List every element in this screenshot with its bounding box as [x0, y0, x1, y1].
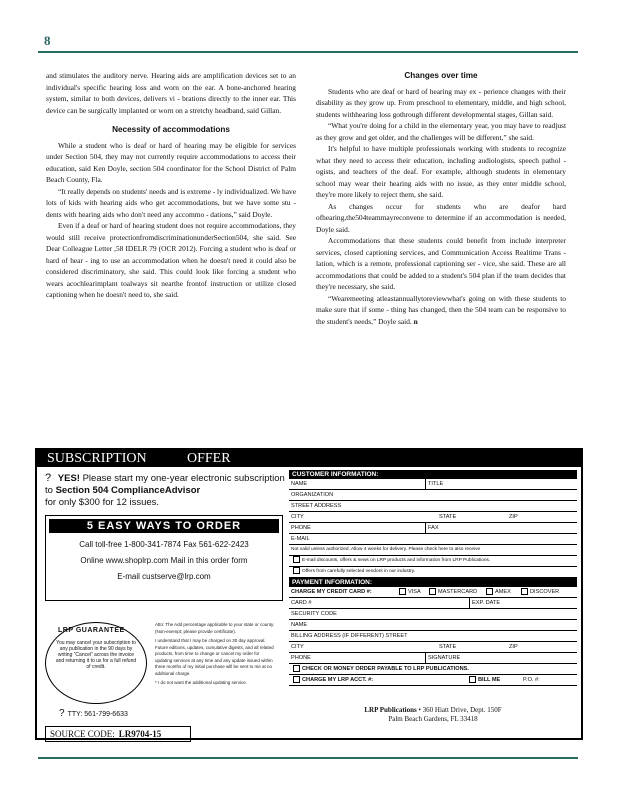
checkbox-icon[interactable]: [399, 588, 406, 595]
cardholder-name-field[interactable]: [289, 620, 577, 631]
order-email: E-mail custserve@lrp.com: [117, 572, 211, 581]
field-label: BILLING ADDRESS (IF DIFFERENT) STREET: [291, 633, 408, 639]
check-money-order[interactable]: [289, 664, 577, 675]
checkbox-icon[interactable]: ?: [59, 708, 65, 719]
field-label: STREET ADDRESS: [291, 503, 342, 509]
field-label: EXP. DATE: [469, 598, 500, 608]
price-text: for only $300 for 12 issues.: [45, 497, 160, 508]
footer-rule: [38, 757, 578, 759]
guarantee-body: You may cancel your subscription to any publication in the 90 days by writing “Cancel” across the invoice and returning it to us for a full refund of credit.: [55, 640, 137, 670]
checkbox-label: CHECK OR MONEY ORDER PAYABLE TO LRP PUBLICATIONS.: [302, 666, 469, 672]
field-label: NAME: [291, 481, 308, 487]
field-label: CARD #: [291, 600, 312, 606]
guarantee-seal: [45, 622, 147, 704]
paragraph: “Wearemeeting atleastannuallytoreviewwhat's going on with these students to make sure that if some - thing has changed, then the 504 team can be responsive to the student's needs,” Doyle said. n: [316, 293, 566, 326]
subscription-title: SUBSCRIPTION: [47, 451, 147, 466]
publisher-name: LRP Publications: [364, 706, 417, 714]
order-ways-title: 5 EASY WAYS TO ORDER: [49, 519, 279, 533]
security-code-field[interactable]: [289, 609, 577, 620]
card-label: VISA: [408, 589, 421, 595]
card-number-field[interactable]: [289, 598, 577, 609]
tty-number: TTY: 561-799-6633: [67, 711, 128, 718]
order-form: [289, 470, 577, 686]
field-label: TITLE: [425, 479, 443, 489]
field-label: STATE: [439, 514, 457, 520]
field-label: ZIP: [509, 644, 518, 650]
checkbox-icon[interactable]: ?: [45, 472, 52, 484]
order-phone-fax: Call toll-free 1-800-341-7874 Fax 561-622-2423: [79, 540, 249, 549]
offer-checkbox-1[interactable]: [289, 556, 577, 567]
checkbox-icon[interactable]: [429, 588, 436, 595]
paragraph: “It really depends on students' needs and is extreme - ly individualized. We have lots of kids with hearing aids who get accommodations, but we have some stu - dents with hearing aids who don't need any accommo - dations,” said Doyle.: [46, 186, 296, 219]
section-heading: Changes over time: [404, 71, 478, 80]
field-label: PHONE: [291, 525, 311, 531]
checkbox-icon[interactable]: [293, 567, 300, 574]
offer-title: OFFER: [187, 451, 231, 466]
paragraph: Accommodations that these students could benefit from include interpreter services, closed captioning services, and Communication Access Realtime Trans - lation, which is a remote, professional captioning ser - vice, she said. These are all accommodations that could be added to a student's 504 plan if the team decides that they're necessary, she said.: [316, 236, 566, 291]
subscription-header: [37, 450, 581, 467]
name-field[interactable]: [289, 479, 577, 490]
address-line: 360 Hiatt Drive, Dept. 150F: [422, 706, 502, 714]
field-label: ORGANIZATION: [291, 492, 334, 498]
source-label: SOURCE CODE:: [50, 729, 115, 739]
email-field[interactable]: [289, 534, 577, 545]
field-label: CITY: [291, 514, 304, 520]
note: I understand that I may be charged on 30 day approval. Future editions, updates, cumulative digests, and all related products, from time to change or cancel my order for updating services at any time and any update issued within three months of my initial purchase will be sent to me at no additional charge.: [155, 638, 274, 676]
address-line: Palm Beach Gardens, FL 33418: [388, 715, 478, 723]
field-label: CITY: [291, 644, 304, 650]
publisher-address: LRP Publications • 360 Hiatt Drive, Dept. 150F Palm Beach Gardens, FL 33418: [364, 706, 502, 723]
end-mark: n: [413, 316, 418, 326]
paragraph: “What you're doing for a child in the elementary year, you may have to readjust as they grow and get older, and the challenges will be different,” she said.: [316, 121, 566, 142]
checkbox-label: Offers from carefully selected vendors in our industry.: [302, 569, 416, 574]
field-label: CHARGE MY CREDIT CARD #:: [291, 589, 372, 595]
billing-phone-field[interactable]: [289, 653, 577, 664]
city-state-zip-field[interactable]: [289, 512, 577, 523]
street-field[interactable]: [289, 501, 577, 512]
article-column-right: [316, 70, 566, 327]
header-rule: [38, 51, 578, 53]
checkbox-icon[interactable]: [293, 556, 300, 563]
credit-card-row[interactable]: [289, 587, 577, 598]
note: * I do not want the additional updating service.: [155, 680, 248, 685]
yes-text: Please start my one-year electronic subscription to: [45, 473, 285, 496]
offer-checkbox-2[interactable]: [289, 567, 577, 578]
section-heading: Necessity of accommodations: [112, 125, 230, 134]
checkbox-icon[interactable]: [469, 676, 476, 683]
field-label: P.O. #:: [523, 677, 540, 683]
field-label: ZIP: [509, 514, 518, 520]
field-label: SIGNATURE: [425, 653, 460, 663]
checkbox-icon[interactable]: [486, 588, 493, 595]
phone-fax-field[interactable]: [289, 523, 577, 534]
field-label: SECURITY CODE: [291, 611, 337, 617]
guarantee-title: LRP GUARANTEE: [58, 627, 125, 634]
order-online-mail: Online www.shoplrp.com Mail in this order form: [80, 556, 248, 565]
billing-city-field[interactable]: [289, 642, 577, 653]
billing-address-field[interactable]: [289, 631, 577, 642]
checkbox-label: CHARGE MY LRP ACCT. #:: [302, 677, 374, 683]
checkbox-label: E-mail discounts, offers & news on LRP products and information from LRP Publications.: [302, 558, 491, 563]
field-label: FAX: [425, 523, 439, 533]
source-code: LR9704-15: [118, 729, 162, 739]
field-label: PHONE: [291, 655, 311, 661]
organization-field[interactable]: [289, 490, 577, 501]
checkbox-icon[interactable]: [521, 588, 528, 595]
card-label: AMEX: [495, 589, 511, 595]
checkbox-label: BILL ME: [478, 677, 501, 683]
payment-info-header: PAYMENT INFORMATION:: [289, 578, 577, 587]
product-name: Section 504 ComplianceAdvisor: [55, 485, 201, 496]
yes-word: YES!: [57, 473, 80, 484]
field-label: STATE: [439, 644, 457, 650]
customer-info-header: CUSTOMER INFORMATION:: [289, 470, 577, 479]
field-label: NAME: [291, 622, 308, 628]
account-bill-row[interactable]: [289, 675, 577, 686]
field-label: E-MAIL: [291, 536, 310, 542]
page-number: 8: [44, 33, 51, 48]
offer-left-panel: [45, 472, 285, 739]
paragraph: While a student who is deaf or hard of hearing may be eligible for services under Section 504, they may not currently require accommodations to access their education, said Ken Doyle, section 504 coordinator for the School District of Palm Beach County, Fla.: [46, 140, 296, 184]
article-column-left: [46, 70, 296, 301]
paragraph: and stimulates the auditory nerve. Hearing aids are amplification devices set to an individual's specific hearing loss and worn on the ear. A bone-anchored hearing system, similar to both devices, delivers vi - brations directly to the inner ear. This device can be surgically implanted or worn on a stretchy headband, said Gillan.: [46, 71, 296, 115]
tty-line: [59, 708, 128, 719]
paragraph: Students who are deaf or hard of hearing may ex - perience changes with their disability as they grow up. From preschool to elementary, middle, and high school, students withhearing loss gothrough different developmental stages, Gillan said.: [316, 86, 566, 119]
paragraph: It's helpful to have multiple professionals working with students to recognize what they need to access their education, including audiologists, speech pathol - ogists, and teachers of the deaf. For example, although students in elementary school may wear their hearing aids with no issue, as they enter middle school, they're more likely to reject them, she said.: [316, 144, 566, 199]
card-label: DISCOVER: [530, 589, 560, 595]
email-note: [289, 545, 577, 556]
paragraph: Even if a deaf or hard of hearing student does not require accommodations, they would still receive protectionfromdiscriminationunderSection504, she said. See Dear Colleague Letter ,58 IDELR 79 (OCR 2012). Forcing a student who is deaf or hard of hear - ing to use an accommodation when he doesn't need it could also be considered discriminatory, she said. This could look like forcing a student who wears acochlearimplant toalways sit nearthe frontof instruction or utilize closed captioning when he doesn't need to, she said.: [46, 221, 296, 299]
checkbox-icon[interactable]: [293, 676, 300, 683]
paragraph: As changes occur for students who are deafor hard ofhearing,the504teammayreconvene to determine if an accommodation is needed, Doyle said.: [316, 201, 566, 234]
checkbox-icon[interactable]: [293, 665, 300, 672]
yes-offer: [45, 472, 285, 509]
card-label: MASTERCARD: [438, 589, 478, 595]
note: Attn: The Add percentage applicable to your state or county. (Non-exempt; please provide certificate).: [155, 622, 275, 634]
note-text: Not valid unless authorized. Allow 4 weeks for delivery. Please check here to also receive: [291, 547, 481, 552]
order-notes: [155, 622, 275, 690]
order-ways-box: [45, 515, 283, 601]
subscription-box: [35, 448, 583, 740]
source-code-box: [45, 726, 191, 742]
